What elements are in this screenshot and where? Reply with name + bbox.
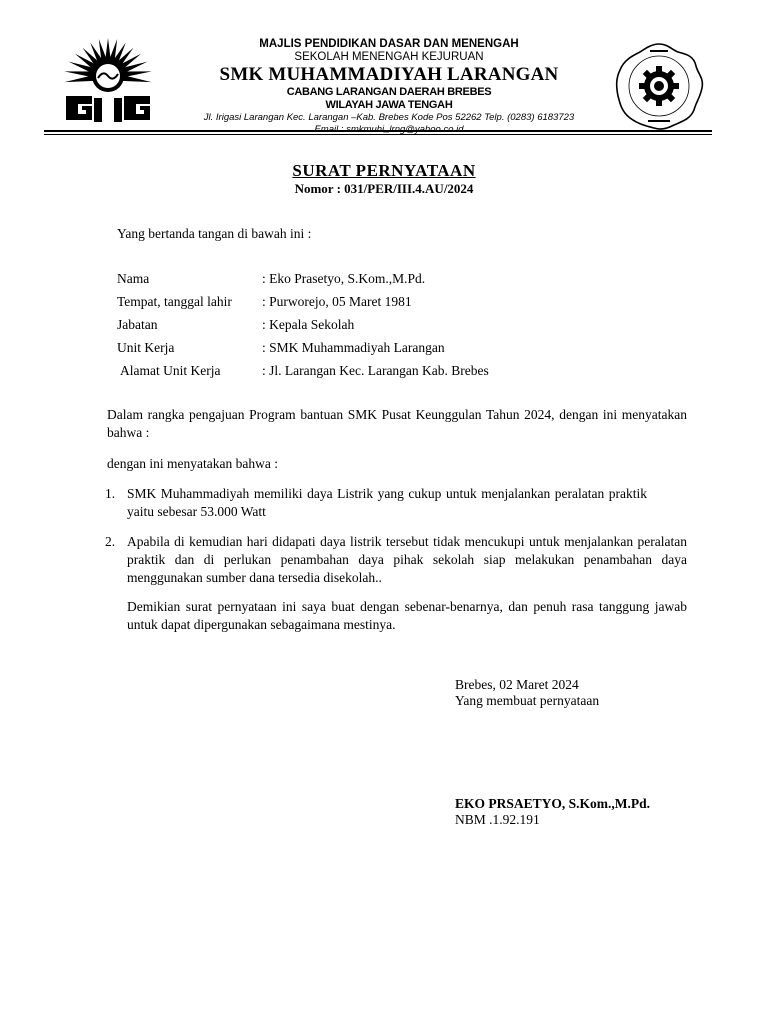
letterhead-region: WILAYAH JAWA TENGAH (325, 99, 453, 111)
signature-role: Yang membuat pernyataan (455, 693, 600, 708)
letterhead-address: Jl. Irigasi Larangan Kec. Larangan –Kab. Brebes Kode Pos 52262 Telp. (0283) 6183723 (203, 112, 575, 123)
intro-text: Yang bertanda tangan di bawah ini : (117, 226, 312, 241)
list-item-number: 2. (105, 534, 116, 549)
field-value: : Jl. Larangan Kec. Larangan Kab. Brebes (262, 363, 489, 378)
letterhead-line2: SEKOLAH MENENGAH KEJURUAN (294, 51, 484, 63)
paragraph-intro-program: Dalam rangka pengajuan Program bantuan SMK Pusat Keunggulan Tahun 2024, dengan ini menyatakan bahwa : (107, 407, 687, 440)
letterhead-branch: CABANG LARANGAN DAERAH BREBES (286, 86, 492, 98)
list-item-text: Apabila di kemudian hari didapati daya listrik tersebut tidak mencukupi untuk menjalankan peralatan praktik dan di perlukan penambahan daya pihak sekolah siap melakukan penambahan daya menggunakan sumber dana tersedia disekolah.. (127, 534, 687, 585)
list-item-number: 1. (105, 486, 116, 501)
letterhead-line1: MAJLIS PENDIDIKAN DASAR DAN MENENGAH (259, 38, 519, 50)
field-value: : Eko Prasetyo, S.Kom.,M.Pd. (262, 271, 426, 286)
letterhead-divider-thin (44, 134, 712, 135)
paragraph-statement: dengan ini menyatakan bahwa : (107, 456, 278, 471)
field-label: Nama (117, 271, 150, 286)
field-label: Tempat, tanggal lahir (117, 294, 232, 309)
signature-place-date: Brebes, 02 Maret 2024 (455, 677, 579, 692)
document-number: Nomor : 031/PER/III.4.AU/2024 (294, 181, 474, 196)
list-item-text: SMK Muhammadiyah memiliki daya Listrik yang cukup untuk menjalankan peralatan praktik yaitu sebesar 53.000 Watt (127, 486, 647, 519)
letterhead (170, 38, 608, 135)
school-name: SMK MUHAMMADIYAH LARANGAN (219, 64, 559, 85)
field-value: : Kepala Sekolah (262, 317, 355, 332)
field-value: : SMK Muhammadiyah Larangan (262, 340, 445, 355)
signature-nbm: NBM .1.92.191 (455, 812, 540, 827)
letterhead-divider-thick (44, 130, 712, 132)
muhammadiyah-sun-logo-icon (44, 36, 172, 128)
field-label: Alamat Unit Kerja (120, 363, 221, 378)
closing-paragraph: Demikian surat pernyataan ini saya buat dengan sebenar-benarnya, dan penuh rasa tanggung jawab untuk dapat dipergunakan sebagaimana mestinya. (127, 599, 687, 632)
field-label: Jabatan (117, 317, 158, 332)
field-label: Unit Kerja (117, 340, 175, 355)
field-value: : Purworejo, 05 Maret 1981 (262, 294, 412, 309)
signature-name: EKO PRSAETYO, S.Kom.,M.Pd. (455, 796, 651, 811)
smk-gear-seal-icon (610, 40, 708, 132)
document-title: SURAT PERNYATAAN (292, 161, 476, 180)
